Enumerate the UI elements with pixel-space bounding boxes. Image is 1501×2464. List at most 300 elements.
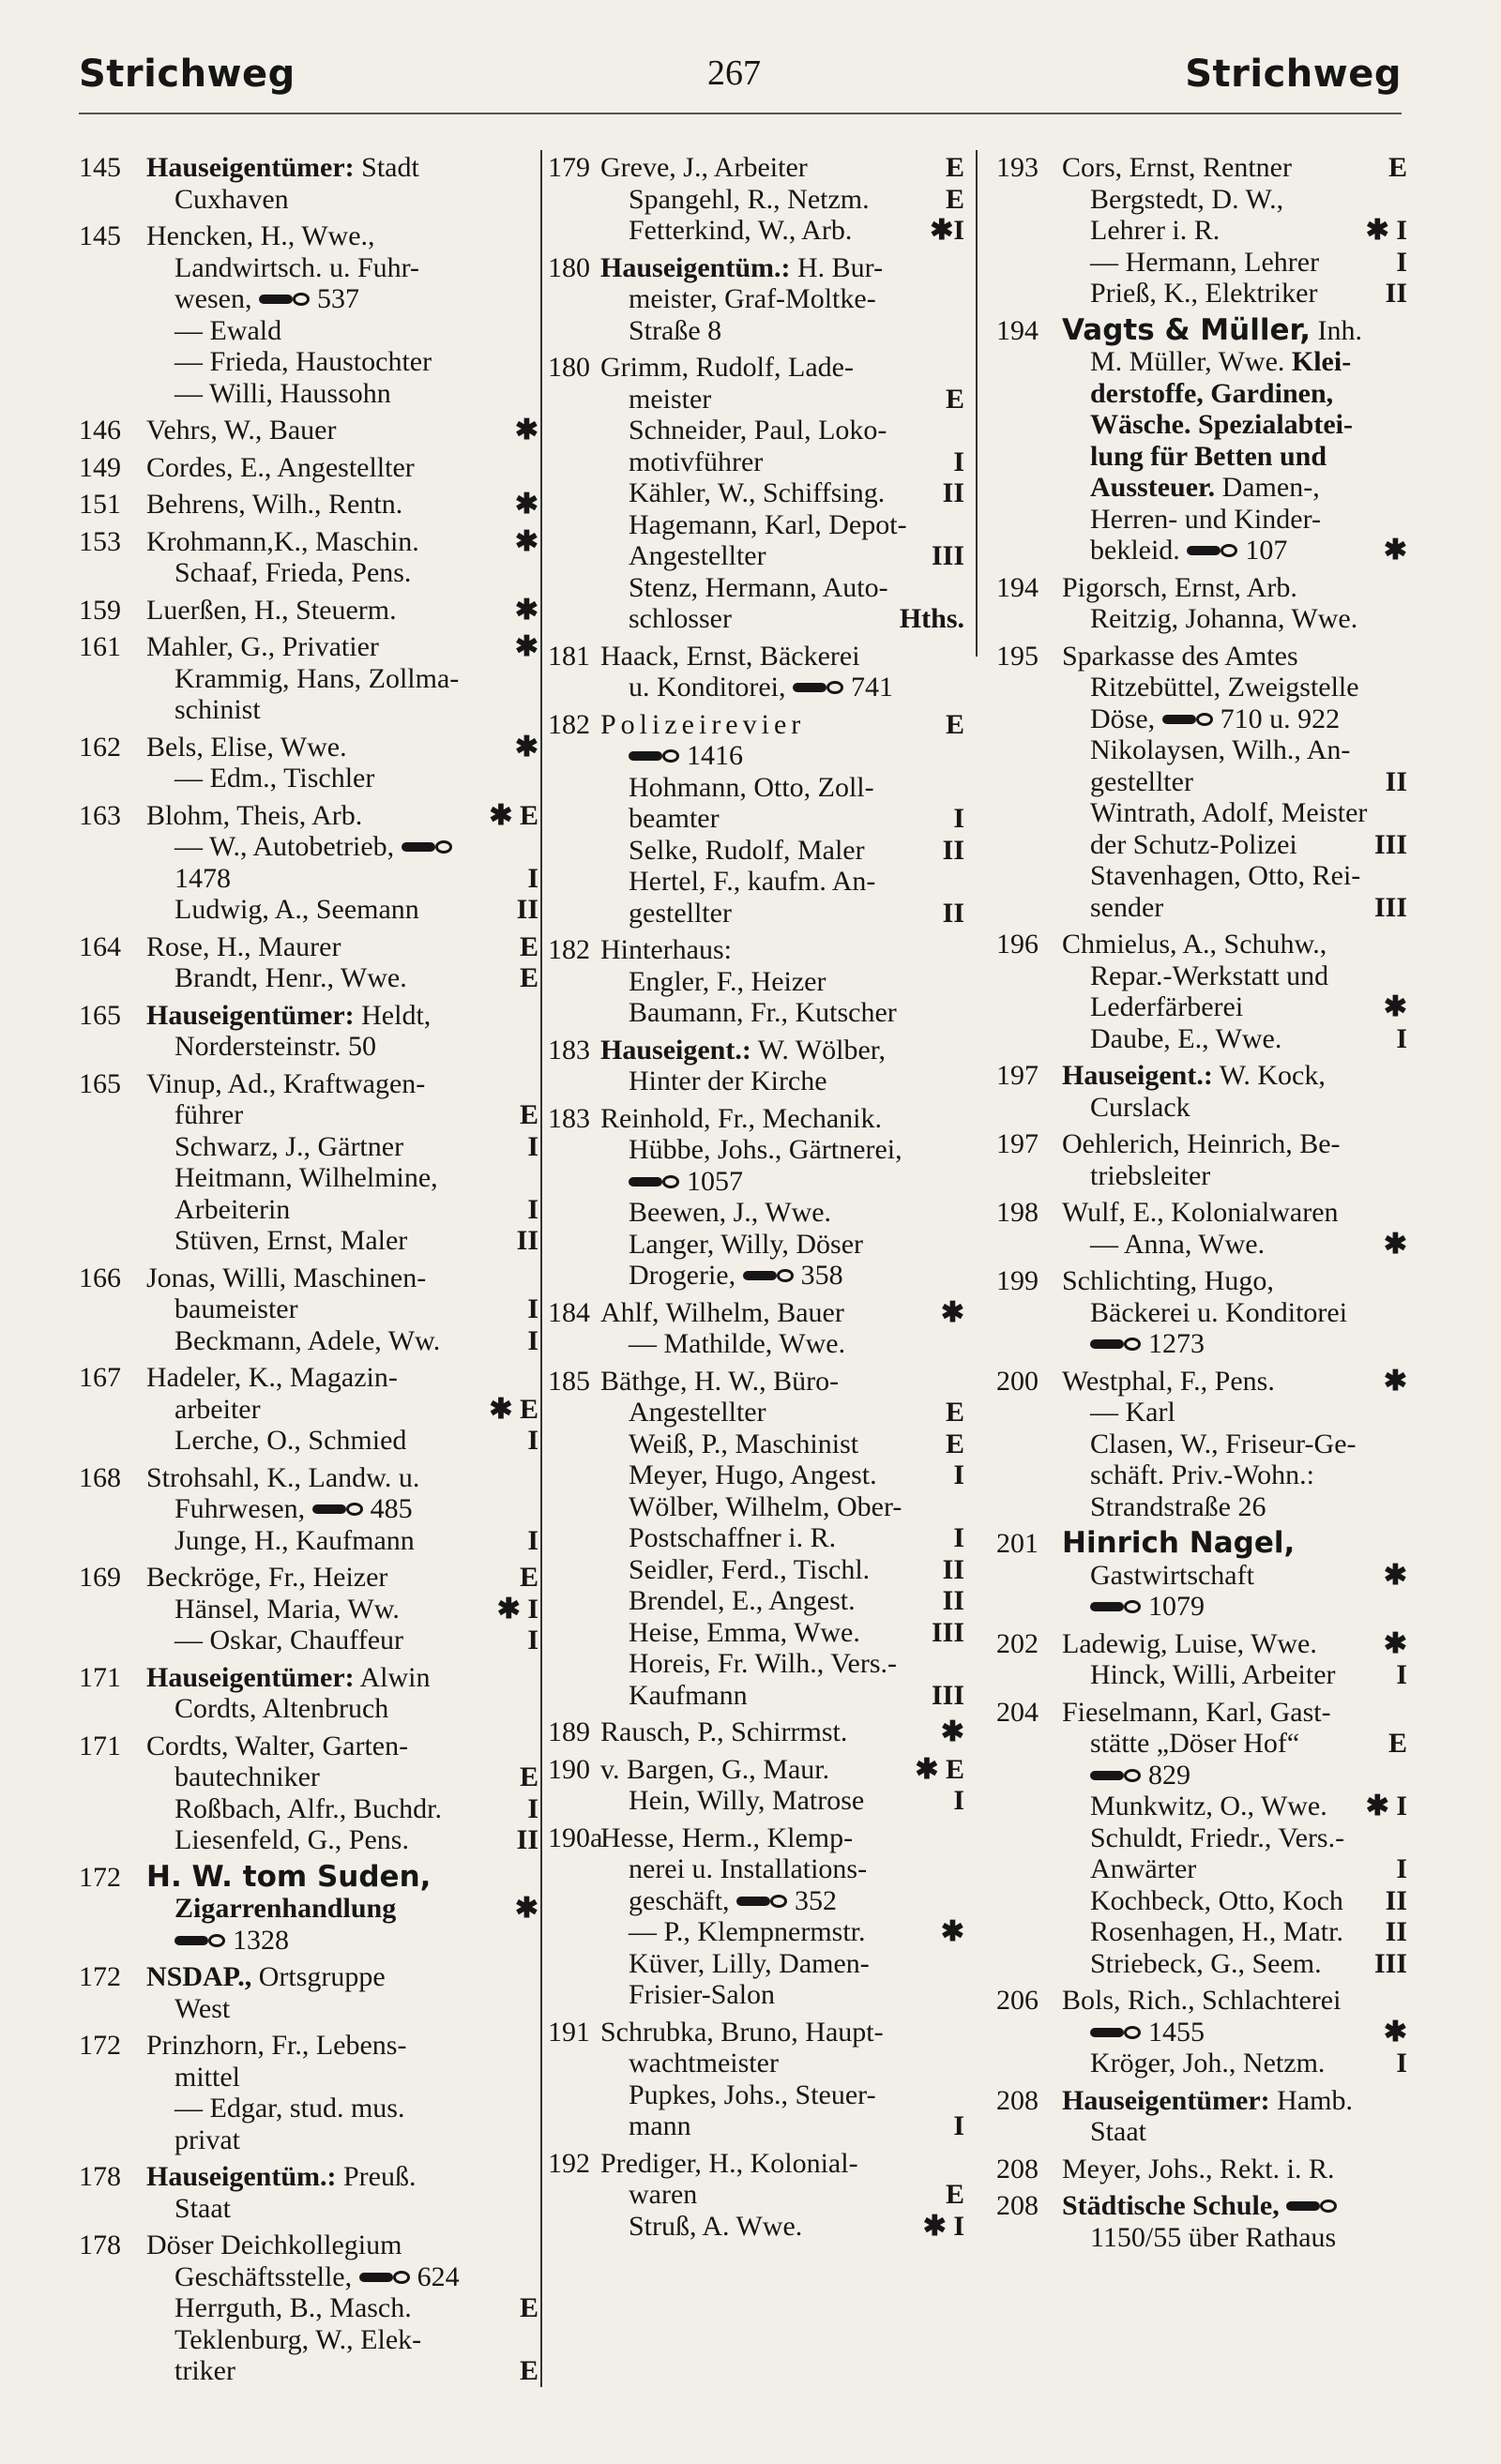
house-number: 178: [79, 2230, 121, 2260]
text-run: [1280, 2190, 1287, 2221]
text-run: Reitzig, Johanna, Wwe.: [1090, 603, 1358, 634]
entry-line: [146, 1362, 538, 1394]
entry-text: [174, 1824, 409, 1856]
house-number: 163: [79, 799, 121, 831]
text-run: Vehrs, W., Bauer: [146, 415, 337, 446]
house-number: 201: [996, 1528, 1039, 1559]
house-number: 200: [996, 1365, 1039, 1397]
entry-body: [1062, 152, 1407, 310]
entry-text: [600, 934, 732, 966]
bold-text: Wäsche. Spezialabtei-: [1090, 409, 1353, 440]
entry-text: [1062, 1197, 1339, 1229]
text-run: Pupkes, Johs., Steuer-: [629, 2079, 876, 2110]
floor-marker: ✱: [940, 1716, 964, 1747]
text-run: Rausch, P., Schirrmst.: [600, 1716, 848, 1747]
text-run: Kröger, Joh., Netzm.: [1090, 2048, 1326, 2079]
floor-marker: I: [527, 1324, 538, 1356]
text-run: Schrubka, Bruno, Haupt-: [600, 2016, 884, 2048]
text-run: Grimm, Rudolf, Lade-: [600, 352, 854, 383]
entry-text: [629, 1166, 743, 1198]
text-run: Staat: [174, 2192, 231, 2224]
entry-text: [146, 1262, 426, 1294]
entry-text: [1090, 1328, 1205, 1360]
entry-line: [146, 831, 538, 863]
entry-line: [600, 1885, 964, 1917]
floor-marker: E: [519, 2292, 538, 2323]
entry-text: [629, 2048, 779, 2079]
directory-entry: [996, 152, 1407, 310]
text-run: Rosenhagen, H., Matr.: [1090, 1916, 1343, 1947]
entry-text: [1090, 1229, 1265, 1261]
floor-marker: ✱ I: [1365, 1791, 1407, 1822]
entry-line: [600, 572, 964, 604]
text-run: Schuldt, Friedr., Vers.-: [1090, 1822, 1345, 1853]
entry-text: [1062, 572, 1297, 604]
text-run: Wulf, E., Kolonialwaren: [1062, 1197, 1339, 1228]
text-run: — Oskar, Chauffeur: [174, 1625, 404, 1655]
house-number: 194: [996, 571, 1039, 603]
entry-line: [600, 772, 964, 804]
entry-text: [629, 1260, 843, 1292]
entry-text: [629, 283, 876, 315]
entry-text: [146, 1462, 419, 1494]
house-number: 166: [79, 1262, 121, 1293]
entry-text: [146, 220, 375, 252]
entry-line: [1062, 247, 1407, 279]
text-run: Pigorsch, Ernst, Arb.: [1062, 571, 1297, 603]
entry-line: [146, 2230, 538, 2261]
text-run: Hohmann, Otto, Zoll-: [629, 771, 874, 803]
directory-entry: [996, 1366, 1407, 1523]
text-run: Hagemann, Karl, Depot-: [629, 508, 907, 540]
entry-body: [1062, 2190, 1407, 2253]
entry-body: [146, 220, 538, 409]
floor-marker: I: [953, 446, 964, 477]
entry-line: [600, 1397, 964, 1429]
entry-text: [146, 931, 341, 963]
entry-line: [146, 2261, 538, 2293]
text-run: Angestellter: [629, 540, 766, 571]
house-number: 195: [996, 640, 1039, 672]
text-run: Ortsgruppe: [251, 1961, 386, 1992]
entry-text: [1090, 766, 1193, 798]
text-run: meister, Graf-Moltke-: [629, 283, 876, 314]
entry-line: [1062, 409, 1407, 441]
entry-text: [600, 709, 805, 741]
floor-marker: ✱I: [930, 215, 964, 246]
text-run: Cuxhaven: [174, 183, 289, 215]
telephone-icon: [1162, 713, 1213, 726]
entry-text: [174, 1525, 415, 1557]
floor-marker: I: [527, 1130, 538, 1162]
floor-marker: E: [1387, 152, 1407, 183]
entry-text: [1090, 247, 1319, 279]
text-run: v. Bargen, G., Maur.: [600, 1753, 830, 1785]
entry-text: [174, 1162, 438, 1194]
text-run: Behrens, Wilh., Rentn.: [146, 489, 403, 520]
directory-entry: [996, 1128, 1407, 1191]
entry-line: [146, 1961, 538, 1993]
entry-line: [600, 997, 964, 1029]
directory-entry: [79, 1262, 538, 1357]
text-run: Lederfärberei: [1090, 991, 1244, 1022]
text-run: Beewen, J., Wwe.: [629, 1197, 832, 1228]
entry-text: [1090, 1728, 1299, 1760]
entry-body: [600, 2148, 964, 2243]
text-run: Ludwig, A., Seemann: [174, 894, 419, 925]
entry-text: [629, 2079, 876, 2111]
text-run: M. Müller, Wwe.: [1090, 346, 1292, 377]
entry-line: [600, 672, 964, 703]
entry-line: [146, 800, 538, 832]
entry-line: [1062, 312, 1407, 347]
entry-line: [146, 1000, 538, 1032]
entry-text: [600, 1297, 844, 1329]
entry-text: [1062, 1985, 1341, 2017]
text-run: Hinter der Kirche: [629, 1066, 827, 1096]
entry-text: [174, 1131, 403, 1163]
entry-line: [600, 1617, 964, 1649]
entry-line: [600, 2110, 964, 2142]
entry-line: [600, 966, 964, 998]
entry-line: [146, 1562, 538, 1594]
entry-line: [600, 1785, 964, 1817]
column-middle: [548, 152, 964, 2389]
entry-body: [146, 1068, 538, 1257]
entry-line: [600, 509, 964, 541]
bold-text: Städtische Schule,: [1062, 2190, 1280, 2221]
entry-text: [600, 1035, 886, 1066]
house-number: 190a: [548, 1822, 603, 1853]
entry-text: [1090, 1659, 1336, 1691]
entry-line: [1062, 929, 1407, 960]
entry-text: [629, 966, 826, 998]
directory-entry: [548, 2017, 964, 2142]
text-run: arbeiter: [174, 1393, 261, 1425]
entry-body: [146, 1731, 538, 1856]
bold-text: Hauseigent.:: [600, 1034, 751, 1066]
floor-marker: E: [1387, 1728, 1407, 1759]
text-run: Meyer, Johs., Rekt. i. R.: [1062, 2153, 1335, 2184]
entry-line: [1062, 278, 1407, 310]
telephone-icon: [174, 1934, 225, 1947]
text-run: meister: [629, 383, 712, 415]
bold-text: Hauseigentüm.:: [600, 251, 791, 283]
entry-text: [1062, 2085, 1353, 2117]
entry-line: [146, 1394, 538, 1426]
entry-text: [174, 2292, 412, 2324]
house-number: 208: [996, 2190, 1039, 2221]
floor-marker: II: [942, 834, 964, 866]
floor-marker: E: [519, 962, 538, 993]
text-run: Polizeirevier: [600, 708, 806, 740]
text-run: privat: [174, 2124, 240, 2155]
floor-marker: III: [1373, 828, 1407, 860]
entry-text: [1090, 1459, 1314, 1491]
entry-line: [600, 252, 964, 284]
entry-line: [146, 2030, 538, 2062]
text-run: Drogerie,: [629, 1260, 743, 1291]
entry-text: [600, 1754, 829, 1786]
entry-body: [146, 526, 538, 589]
entry-text: [629, 1229, 863, 1261]
text-run: Curslack: [1090, 1091, 1190, 1123]
floor-marker: III: [1373, 1947, 1407, 1979]
entry-text: [1090, 960, 1328, 992]
entry-line: [1062, 2085, 1407, 2117]
text-run: — Karl: [1090, 1397, 1175, 1428]
text-run: Brendel, E., Angest.: [629, 1585, 856, 1616]
telephone-icon: [736, 1895, 787, 1908]
telephone-icon: [259, 293, 310, 306]
entry-body: [146, 595, 538, 627]
text-run: baumeister: [174, 1293, 298, 1324]
text-run: gestellter: [1090, 765, 1193, 797]
house-number: 164: [79, 930, 121, 962]
entry-text: [1062, 1366, 1275, 1398]
entry-line: [146, 252, 538, 284]
entry-text: [629, 866, 875, 898]
entry-text: [1090, 346, 1351, 378]
entry-text: [174, 1625, 403, 1656]
entry-text: [1062, 152, 1292, 184]
floor-marker: II: [1385, 765, 1407, 797]
text-run: waren: [629, 2179, 698, 2210]
directory-entry: [79, 732, 538, 794]
text-run: Wintrath, Adolf, Meister: [1090, 797, 1368, 828]
bold-text: Zigarrenhandlung: [174, 1893, 397, 1924]
floor-marker: ✱ E: [489, 1393, 538, 1425]
bold-text: Klei-: [1291, 346, 1352, 377]
entry-text: [174, 1761, 320, 1793]
floor-marker: E: [519, 1562, 538, 1593]
entry-line: [1062, 1197, 1407, 1229]
text-run: Prieß, K., Elektriker: [1090, 278, 1318, 309]
entry-text: [629, 1397, 766, 1429]
entry-text: [174, 1325, 440, 1357]
business-name: Vagts & Müller,: [1062, 312, 1311, 347]
entry-line: [146, 1493, 538, 1525]
house-number: 190: [548, 1753, 590, 1785]
entry-text: [629, 772, 874, 804]
text-run: Liesenfeld, G., Pens.: [174, 1824, 409, 1855]
entry-text: [174, 1493, 413, 1525]
text-run: 1328: [233, 1924, 289, 1956]
floor-marker: E: [519, 2355, 538, 2386]
entry-text: [174, 1031, 376, 1063]
directory-entry: [548, 2148, 964, 2243]
directory-entry: [79, 1662, 538, 1725]
entry-line: [146, 1194, 538, 1226]
text-run: — Anna, Wwe.: [1090, 1228, 1266, 1260]
entry-line: [146, 2355, 538, 2387]
text-run: 741: [850, 672, 893, 703]
floor-marker: II: [516, 1225, 538, 1256]
entry-line: [1062, 892, 1407, 924]
text-run: Strohsahl, K., Landw. u.: [146, 1461, 420, 1493]
entry-line: [600, 1648, 964, 1680]
entry-line: [1062, 1948, 1407, 1980]
entry-text: [1090, 991, 1243, 1023]
text-run: Preuß.: [336, 2161, 417, 2192]
entry-line: [146, 1662, 538, 1694]
floor-marker: I: [527, 1792, 538, 1824]
entry-line: [1062, 1397, 1407, 1429]
directory-entry: [996, 1060, 1407, 1123]
floor-marker: I: [527, 1193, 538, 1225]
entry-body: [146, 1000, 538, 1063]
entry-text: [629, 477, 885, 509]
entry-text: [174, 1594, 400, 1625]
entry-line: [146, 557, 538, 589]
entry-line: [600, 1103, 964, 1135]
floor-marker: ✱: [514, 525, 538, 557]
text-run: Hamb.: [1269, 2084, 1353, 2116]
telephone-icon: [1090, 1338, 1141, 1351]
entry-body: [146, 489, 538, 521]
house-number: 194: [996, 314, 1039, 346]
entry-text: [174, 315, 281, 347]
bold-text: Hauseigent.:: [1062, 1060, 1213, 1091]
text-run: Nikolaysen, Wilh., An-: [1090, 734, 1351, 765]
entry-line: [1062, 378, 1407, 410]
entry-line: [146, 1293, 538, 1325]
text-run: Krammig, Hans, Zollma-: [174, 662, 460, 694]
page-header: [79, 49, 1402, 114]
entry-line: [600, 384, 964, 416]
entry-line: [146, 2292, 538, 2324]
entry-line: [1062, 960, 1407, 992]
text-run: Beckröge, Fr., Heizer: [146, 1562, 388, 1593]
entry-text: [174, 2124, 240, 2156]
entry-text: [174, 1993, 230, 2025]
directory-entry: [79, 2230, 538, 2387]
house-number: 179: [548, 152, 590, 183]
text-run: Hencken, H., Wwe.,: [146, 220, 375, 251]
entry-line: [1062, 1491, 1407, 1523]
text-run: Damen-,: [1215, 472, 1320, 503]
text-run: Landwirtsch. u. Fuhr-: [174, 251, 420, 283]
bold-text: NSDAP.,: [146, 1961, 252, 1992]
entry-text: [174, 763, 374, 794]
bold-text: derstoffe, Gardinen,: [1090, 377, 1334, 409]
entry-line: [1062, 152, 1407, 184]
entry-text: [174, 1425, 406, 1457]
text-run: bautechniker: [174, 1761, 320, 1792]
entry-line: [146, 220, 538, 252]
floor-marker: E: [519, 1761, 538, 1792]
entry-text: [146, 1731, 408, 1762]
house-number: 198: [996, 1197, 1039, 1228]
entry-line: [600, 1948, 964, 1980]
entry-text: [629, 2110, 691, 2142]
entry-line: [1062, 504, 1407, 536]
entry-text: [146, 732, 347, 763]
text-run: H. Bur-: [790, 251, 884, 283]
entry-body: [600, 1716, 964, 1748]
entry-text: [629, 1459, 877, 1491]
text-run: Roßbach, Alfr., Buchdr.: [174, 1792, 442, 1824]
floor-marker: I: [1396, 246, 1407, 278]
entry-line: [600, 477, 964, 509]
text-run: Hinck, Willi, Arbeiter: [1090, 1659, 1336, 1690]
entry-line: [1062, 1265, 1407, 1297]
floor-marker: ✱: [940, 1916, 964, 1947]
text-run: nerei u. Installations-: [629, 1853, 868, 1884]
running-head-left: Strichweg: [79, 53, 296, 96]
house-number: 180: [548, 251, 590, 283]
text-run: 1057: [687, 1165, 743, 1197]
text-run: mittel: [174, 2061, 240, 2093]
running-head-right: Strichweg: [1185, 53, 1402, 96]
text-run: Strandstraße 26: [1090, 1490, 1266, 1522]
entry-text: [174, 283, 359, 315]
text-run: Ahlf, Wilhelm, Bauer: [600, 1296, 844, 1328]
entry-text: [1090, 1791, 1327, 1822]
entry-body: [146, 800, 538, 926]
floor-marker: I: [527, 1425, 538, 1456]
floor-marker: E: [945, 1428, 964, 1459]
entry-line: [146, 452, 538, 484]
directory-entry: [548, 1297, 964, 1360]
text-run: Cors, Ernst, Rentner: [1062, 152, 1292, 183]
entry-line: [600, 1979, 964, 2011]
entry-line: [146, 2324, 538, 2356]
house-number: 167: [79, 1362, 121, 1393]
entry-text: [146, 152, 419, 184]
entry-text: [629, 803, 720, 835]
entry-line: [600, 1585, 964, 1617]
text-run: Jonas, Willi, Maschinen-: [146, 1262, 427, 1293]
text-run: Schwarz, J., Gärtner: [174, 1130, 404, 1162]
entry-text: [174, 663, 459, 695]
floor-marker: ✱ I: [922, 2210, 964, 2242]
text-run: sender: [1090, 891, 1164, 923]
entry-line: [600, 866, 964, 898]
entry-text: [1090, 2222, 1336, 2254]
entry-line: [146, 2124, 538, 2156]
floor-marker: II: [516, 894, 538, 925]
entry-text: [629, 1648, 897, 1680]
entry-text: [1090, 603, 1357, 635]
house-number: 145: [79, 152, 121, 183]
entry-text: [1090, 797, 1367, 829]
floor-marker: ✱: [1383, 991, 1407, 1022]
house-number: 149: [79, 451, 121, 483]
entry-line: [600, 2017, 964, 2048]
text-run: Ritzebüttel, Zweigstelle: [1090, 672, 1359, 703]
text-run: 1416: [687, 740, 743, 771]
entry-line: [1062, 1429, 1407, 1460]
entry-text: [174, 831, 460, 863]
entry-line: [146, 1824, 538, 1856]
entry-text: [1090, 535, 1287, 567]
entry-line: [146, 1693, 538, 1725]
text-run: Hesse, Herm., Klemp-: [600, 1822, 854, 1853]
entry-body: [146, 631, 538, 726]
entry-line: [1062, 734, 1407, 766]
entry-line: [600, 934, 964, 966]
entry-text: [629, 1522, 836, 1554]
entry-text: [629, 672, 893, 703]
directory-entry: [79, 526, 538, 589]
floor-marker: II: [1385, 1884, 1407, 1916]
entry-text: [629, 384, 711, 416]
entry-text: [1062, 641, 1298, 673]
text-run: Brandt, Henr., Wwe.: [174, 962, 407, 993]
text-run: — Ewald: [174, 314, 282, 346]
text-run: Repar.-Werkstatt und: [1090, 960, 1329, 991]
